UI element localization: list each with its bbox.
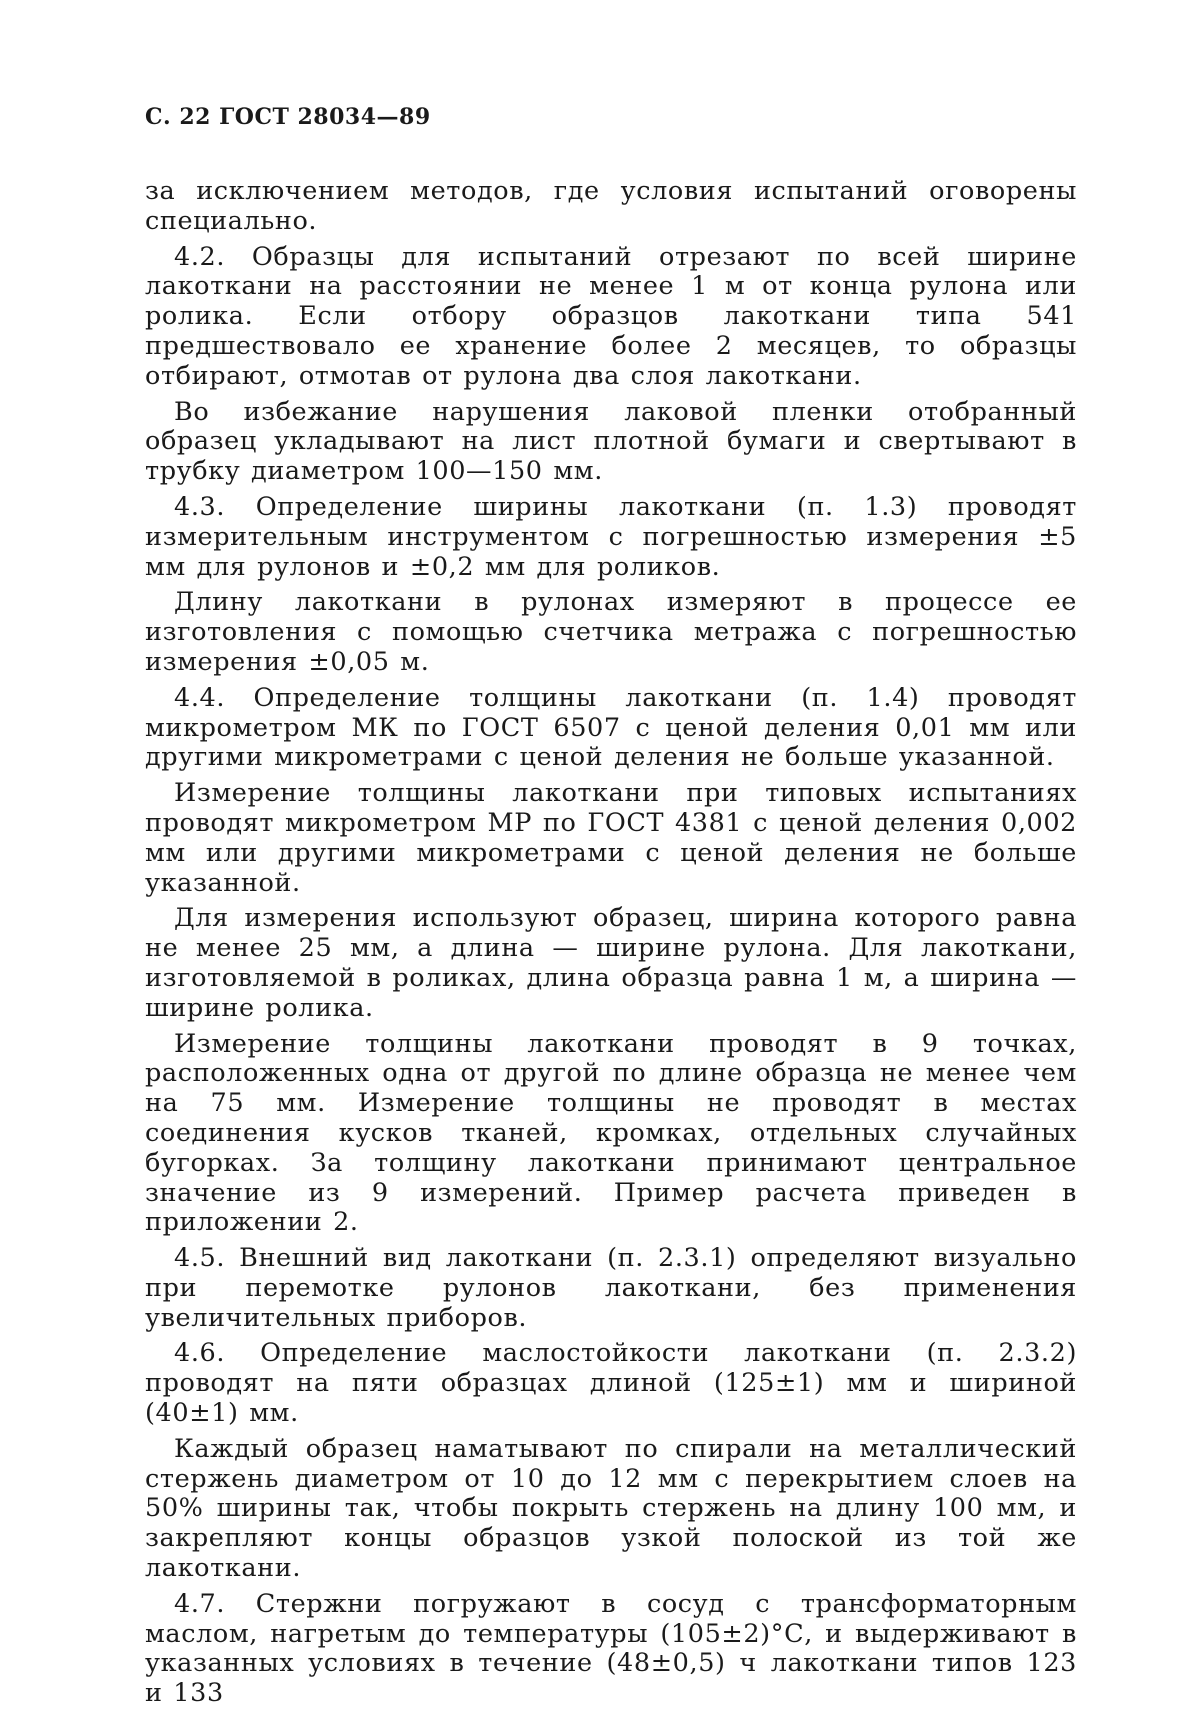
page-header: С. 22 ГОСТ 28034—89 — [145, 104, 431, 130]
body-text — [145, 177, 1077, 1709]
paragraph-4-4: 4.4. Определение толщины лакоткани (п. 1.4) проводят микрометром МК по ГОСТ 6507 с ценой деления 0,01 мм или другими микрометрами с ценой деления не больше указанной. — [145, 682, 1077, 773]
paragraph-film-protection: Во избежание нарушения лаковой пленки отобранный образец укладывают на лист плотной бумаги и свертывают в трубку диаметром 100—150 мм. — [145, 396, 1077, 487]
paragraph-nine-points: Измерение толщины лакоткани проводят в 9 точках, расположенных одна от другой по длине образца не менее чем на 75 мм. Измерение толщины не проводят в местах соединения кусков тканей, кромках, отдельных случайных бугорках. За толщину лакоткани принимают центральное значение из 9 измерений. Пример расчета приведен в приложении 2. — [145, 1028, 1077, 1238]
paragraph-4-3: 4.3. Определение ширины лакоткани (п. 1.3) проводят измерительным инструментом с погрешностью измерения ±5 мм для рулонов и ±0,2 мм для роликов. — [145, 491, 1077, 582]
paragraph-continuation: за исключением методов, где условия испытаний оговорены специально. — [145, 176, 1077, 236]
paragraph-4-2: 4.2. Образцы для испытаний отрезают по всей ширине лакоткани на расстоянии не менее 1 м от конца рулона или ролика. Если отбору образцов лакоткани типа 541 предшествовало ее хранение более 2 месяцев, то образцы отбирают, отмотав от рулона два слоя лакоткани. — [145, 241, 1077, 391]
paragraph-4-7: 4.7. Стержни погружают в сосуд с трансформаторным маслом, нагретым до температуры (105±2)°С, и выдерживают в указанных условиях в течение (48±0,5) ч лакоткани типов 123 и 133 — [145, 1588, 1077, 1709]
paragraph-4-6: 4.6. Определение маслостойкости лакоткани (п. 2.3.2) проводят на пяти образцах длиной (125±1) мм и шириной (40±1) мм. — [145, 1338, 1077, 1429]
paragraph-sample-size: Для измерения используют образец, ширина которого равна не менее 25 мм, а длина — ширине рулона. Для лакоткани, изготовляемой в роликах, длина образца равна 1 м, а ширина — ширине ролика. — [145, 903, 1077, 1023]
paragraph-type-tests: Измерение толщины лакоткани при типовых испытаниях проводят микрометром МР по ГОСТ 4381 с ценой деления 0,002 мм или другими микрометрами с ценой деления не больше указанной. — [145, 778, 1077, 898]
paragraph-length-measurement: Длину лакоткани в рулонах измеряют в процессе ее изготовления с помощью счетчика метража с погрешностью измерения ±0,05 м. — [145, 587, 1077, 677]
paragraph-winding: Каждый образец наматывают по спирали на металлический стержень диаметром от 10 до 12 мм с перекрытием слоев на 50% ширины так, чтобы покрыть стержень на длину 100 мм, и закрепляют концы образцов узкой полоской из той же лакоткани. — [145, 1433, 1077, 1584]
paragraph-4-5: 4.5. Внешний вид лакоткани (п. 2.3.1) определяют визуально при перемотке рулонов лакоткани, без применения увеличительных приборов. — [145, 1243, 1077, 1333]
